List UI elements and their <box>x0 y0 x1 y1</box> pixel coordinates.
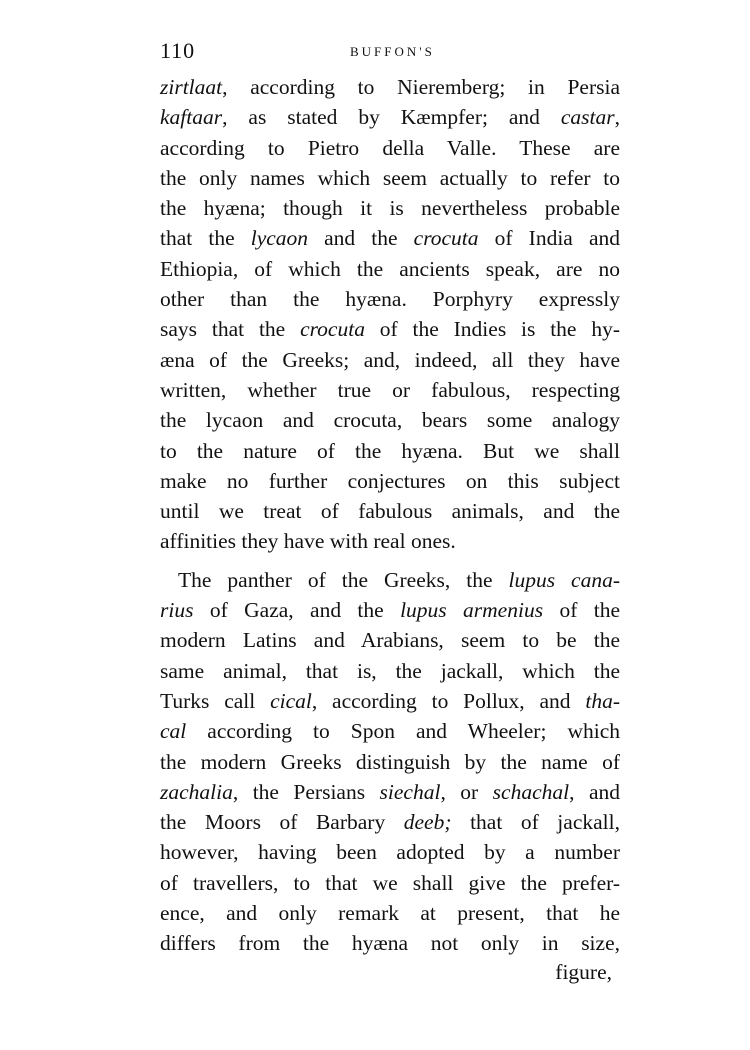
text-line: kaftaar, as stated by Kæmpfer; and castar, <box>160 105 620 130</box>
text-line: other than the hyæna. Porphyry expressly <box>160 287 620 312</box>
text-line: ence, and only remark at present, that he <box>160 901 620 926</box>
text-line: The panther of the Greeks, the lupus cana- <box>178 567 620 592</box>
text-line: the Moors of Barbary deeb; that of jackall, <box>160 810 620 835</box>
text-line: æna of the Greeks; and, indeed, all they have <box>160 347 620 372</box>
text-line: written, whether true or fabulous, respecting <box>160 377 620 402</box>
text-line: the lycaon and crocuta, bears some analogy <box>160 408 620 433</box>
page-number: 110 <box>160 38 196 63</box>
text-line: differs from the hyæna not only in size, <box>160 931 620 956</box>
text-line: to the nature of the hyæna. But we shall <box>160 438 620 463</box>
text-line: the modern Greeks distinguish by the name of <box>160 749 620 774</box>
text-line: make no further conjectures on this subject <box>160 468 620 493</box>
catchword: figure, <box>555 960 612 984</box>
text-line: the hyæna; though it is nevertheless probable <box>160 196 620 221</box>
text-line: modern Latins and Arabians, seem to be the <box>160 628 620 653</box>
text-line: same animal, that is, the jackall, which the <box>160 658 620 683</box>
text-line: Ethiopia, of which the ancients speak, are no <box>160 256 620 281</box>
text-line: until we treat of fabulous animals, and the <box>160 499 620 524</box>
running-head: BUFFON'S <box>350 44 435 59</box>
text-line: Turks call cical, according to Pollux, and tha- <box>160 688 620 713</box>
text-line: the only names which seem actually to refer to <box>160 165 620 190</box>
text-line: however, having been adopted by a number <box>160 840 620 865</box>
text-line: of travellers, to that we shall give the prefer- <box>160 870 620 895</box>
page-header <box>160 38 620 68</box>
text-line: that the lycaon and the crocuta of India and <box>160 226 620 251</box>
text-line: according to Pietro della Valle. These are <box>160 135 620 160</box>
text-line: cal according to Spon and Wheeler; which <box>160 719 620 744</box>
text-line: zachalia, the Persians siechal, or schachal, and <box>160 779 620 804</box>
text-line: says that the crocuta of the Indies is the hy- <box>160 317 620 342</box>
text-line: rius of Gaza, and the lupus armenius of the <box>160 598 620 623</box>
body-text <box>160 72 620 959</box>
paragraph-1 <box>160 72 620 557</box>
paragraph-2 <box>160 565 620 959</box>
text-line: zirtlaat, according to Nieremberg; in Persia <box>160 75 620 99</box>
text-line: affinities they have with real ones. <box>160 529 456 554</box>
